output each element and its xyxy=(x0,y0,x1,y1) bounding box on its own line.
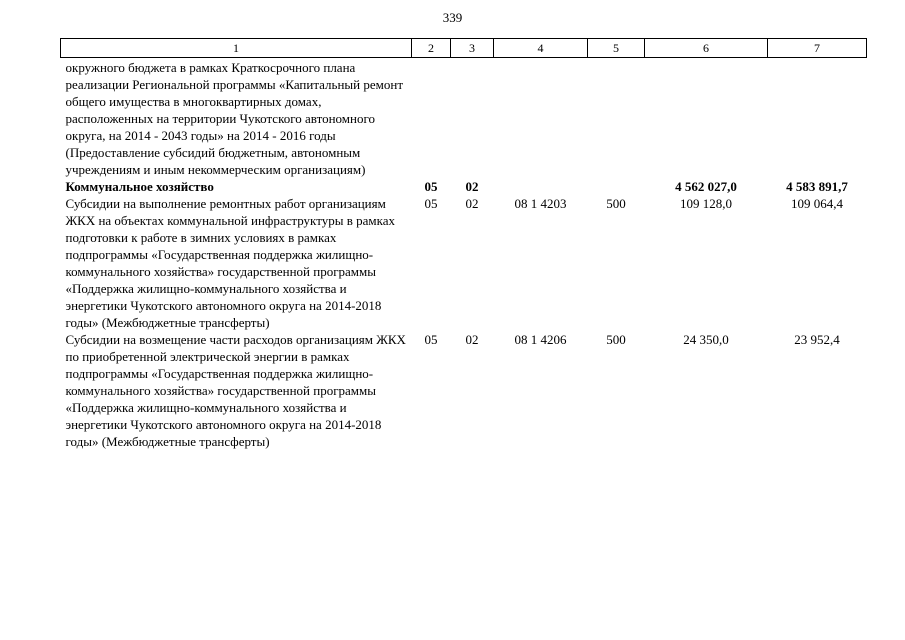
page-number: 339 xyxy=(442,10,463,25)
row-target-article: 08 1 4203 xyxy=(514,196,567,211)
row-sum-1: 24 350,0 xyxy=(683,332,729,347)
row-sum-1 xyxy=(645,58,768,179)
table-row xyxy=(61,331,867,450)
table-header-row xyxy=(61,39,867,58)
row-sum-2: 23 952,4 xyxy=(794,332,840,347)
row-subsection: 02 xyxy=(465,179,479,194)
row-section: 05 xyxy=(424,179,438,194)
header-col-5: 5 xyxy=(588,39,645,58)
row-name: окружного бюджета в рамках Краткосрочного плана реализации Региональной программы «Капитальный ремонт общего имущества в многоквартирных домах, расположенных на территории Чукотского автономного округа, на 2014 - 2043 годы» на 2014 - 2016 годы (Предоставление субсидий бюджетным, автономным учреждениям и иным некоммерческим организациям) xyxy=(65,60,404,177)
header-col-4: 4 xyxy=(494,39,588,58)
row-name: Коммунальное хозяйство xyxy=(65,179,214,194)
header-col-1: 1 xyxy=(61,39,412,58)
table-row xyxy=(61,195,867,331)
row-target-article xyxy=(494,178,588,195)
row-subsection: 02 xyxy=(465,332,479,347)
row-subsection: 02 xyxy=(465,196,479,211)
table-row xyxy=(61,58,867,179)
row-sum-2 xyxy=(768,58,867,179)
header-col-7: 7 xyxy=(768,39,867,58)
budget-table xyxy=(60,38,867,450)
row-section xyxy=(412,58,451,179)
table-row xyxy=(61,178,867,195)
row-target-article: 08 1 4206 xyxy=(514,332,567,347)
row-section: 05 xyxy=(424,196,438,211)
header-col-2: 2 xyxy=(412,39,451,58)
row-expense-type xyxy=(588,58,645,179)
row-sum-1: 4 562 027,0 xyxy=(675,179,737,194)
header-col-3: 3 xyxy=(451,39,494,58)
row-section: 05 xyxy=(424,332,438,347)
row-expense-type xyxy=(588,178,645,195)
row-subsection xyxy=(451,58,494,179)
header-col-6: 6 xyxy=(645,39,768,58)
row-name: Субсидии на возмещение части расходов организациям ЖКХ по приобретенной электрической энергии в рамках подпрограммы «Государственная поддержка жилищно-коммунального хозяйства» государственной программы «Поддержка жилищно-коммунального хозяйства и энергетики Чукотского автономного округа на 2014-2018 годы» (Межбюджетные трансферты) xyxy=(65,332,406,449)
row-target-article xyxy=(494,58,588,179)
row-expense-type: 500 xyxy=(606,332,626,347)
row-expense-type: 500 xyxy=(606,196,626,211)
row-sum-2: 4 583 891,7 xyxy=(786,179,848,194)
row-sum-2: 109 064,4 xyxy=(791,196,843,211)
row-sum-1: 109 128,0 xyxy=(680,196,732,211)
row-name: Субсидии на выполнение ремонтных работ организациям ЖКХ на объектах коммунальной инфраструктуры в рамках подготовки к работе в зимних условиях в рамках подпрограммы «Государственная поддержка жилищно-коммунального хозяйства» государственной программы «Поддержка жилищно-коммунального хозяйства и энергетики Чукотского автономного округа на 2014-2018 годы» (Межбюджетные трансферты) xyxy=(65,196,395,330)
